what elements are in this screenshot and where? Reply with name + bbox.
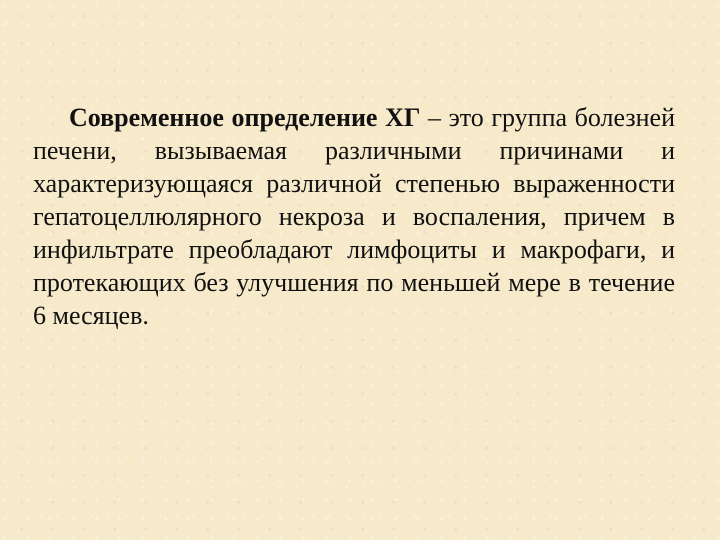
definition-body: – это группа болезней печени, вызываемая различными причинами и характеризующаяся различной степенью выраженности гепатоцеллюлярного некроза и воспаления, причем в инфильтрате преобладают лимфоциты и макрофаги, и протекающих без улучшения по меньшей мере в течение 6 месяцев.	[33, 103, 675, 330]
definition-paragraph	[33, 101, 675, 332]
definition-term: Современное определение ХГ	[69, 103, 421, 132]
